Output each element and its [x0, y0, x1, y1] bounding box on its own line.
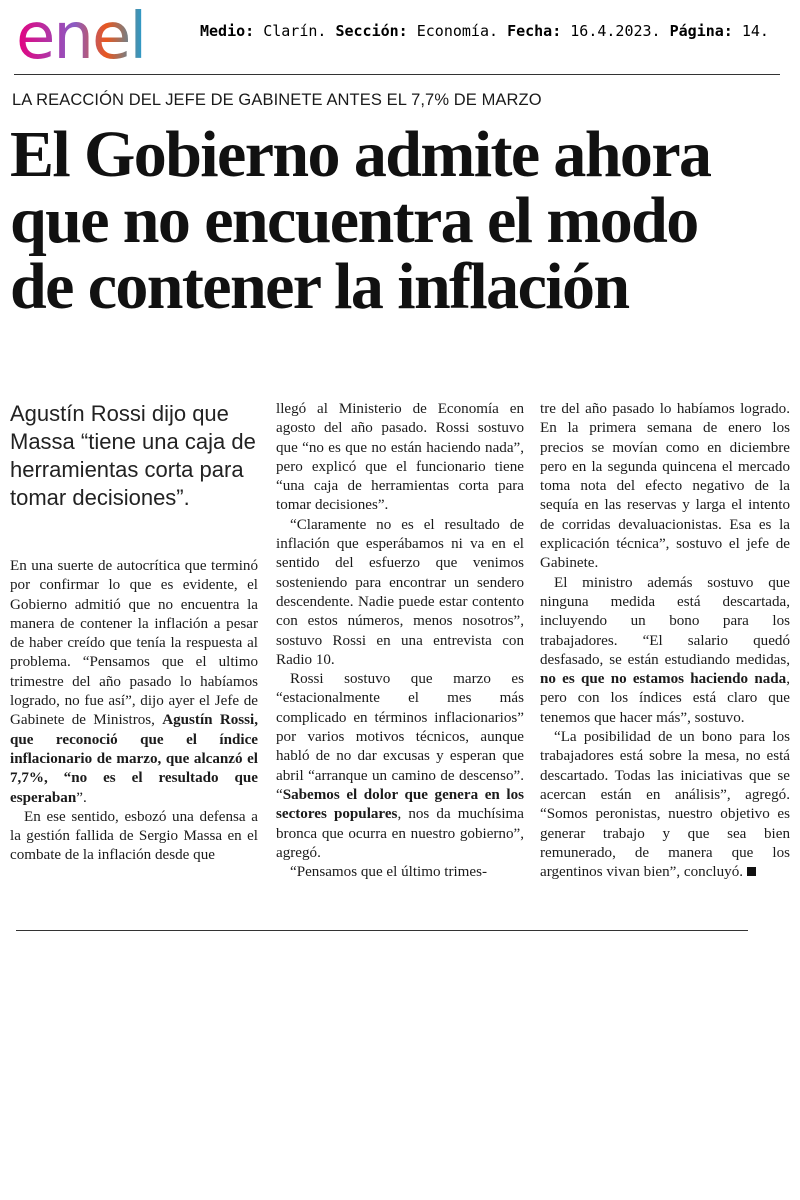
deck: Agustín Rossi dijo que Massa “tiene una caja de herramientas corta para tomar decisiones”.	[10, 401, 256, 510]
seccion-label: Sección:	[335, 22, 408, 40]
text-run: “La posibilidad de un bono para los trabajadores está sobre la mesa, no está descartado. Todas las iniciativas que se acercan están en análisis”, agregó. “Somos peronistas, nuestro objetivo es generar trabajo y que sea bien remunerado, de manera que los argentinos vivan bien”, concluyó.	[540, 729, 790, 881]
pagina-label: Página:	[669, 22, 733, 40]
headline	[10, 118, 790, 323]
fecha-value: 16.4.2023.	[570, 22, 661, 40]
medio-label: Medio:	[200, 22, 255, 40]
text-run: En una suerte de autocrítica que terminó por confirmar lo que es evidente, el Gobierno admitió que no encuentra la manera de contener la inflación a pesar de haber creído que tenía la respuesta al problema. “Pensamos que el ultimo trimestre del año pasado lo habíamos logrado, no fue así”, dijo ayer el Jefe de Gabinete de Ministros,	[10, 558, 258, 729]
text-run: El ministro además sostuvo que ninguna medida está descartada, incluyendo un bono para los trabajadores. “El salario quedó desfasado, se están estudiando medidas,	[540, 574, 790, 668]
end-of-article-mark	[747, 867, 756, 876]
source-meta	[200, 22, 769, 40]
headline-line-2: que no encuentra el modo	[10, 184, 698, 257]
paragraph: “Pensamos que el último trimes-	[290, 864, 488, 881]
bold-run: no es que no estamos haciendo nada	[540, 671, 787, 688]
paragraph	[540, 574, 790, 728]
bottom-divider	[16, 930, 748, 931]
paragraph: “Claramente no es el resultado de inflación que esperábamos ni va en el sentido del esfuerzo que venimos sosteniendo para encontrar un sendero descendente. Nadie puede estar contento con estos números, menos nosotros”, sostuvo Rossi en una entrevista con Radio 10.	[276, 516, 524, 668]
paragraph	[540, 728, 790, 882]
headline-line-1: El Gobierno admite ahora	[10, 118, 711, 191]
paragraph	[276, 670, 524, 863]
text-run: ”.	[76, 789, 87, 806]
enel-logo	[14, 4, 184, 68]
bold-run: Sabemos el dolor que genera en los sectores populares	[276, 786, 524, 823]
headline-line-3: de contener la inflación	[10, 250, 629, 323]
article-column-3	[540, 400, 790, 882]
text-run: Rossi sostuvo que marzo es “estacionalmente el mes más complicado en términos inflacionarios” por varios motivos técnicos, aunque habló de no dar excusas y esperan que abril “arranque un camino de descenso”. “	[276, 671, 524, 803]
pagina-value: 14.	[741, 22, 769, 40]
paragraph	[10, 557, 258, 808]
paragraph: tre del año pasado lo habíamos logrado. En la primera semana de enero los precios se movían como en diciembre pero en la segunda quincena el mercado toma nota del efecto negativo de la sequía en las reservas y larga el intento de corridas devaluacionistas. Esa es la explicación técnica”, sostuvo el jefe de Gabinete.	[540, 401, 790, 572]
text-run: , nos da muchísima bronca que ocurra en nuestro gobierno”, agregó.	[276, 806, 524, 861]
kicker: LA REACCIÓN DEL JEFE DE GABINETE ANTES EL 7,7% DE MARZO	[12, 91, 542, 109]
fecha-label: Fecha:	[507, 22, 562, 40]
text-run: , pero con los índices está claro que tenemos que hacer más”, sostuvo.	[540, 671, 790, 726]
seccion-value: Economía.	[416, 22, 499, 40]
paragraph: En ese sentido, esbozó una defensa a la gestión fallida de Sergio Massa en el combate de la inflación desde que	[10, 808, 258, 864]
article-column-1	[10, 400, 258, 866]
bold-run: Agustín Rossi, que reconoció que el índice inflacionario de marzo, que alcanzó el 7,7%, “no es el resultado que esperaban	[10, 712, 258, 806]
article-column-2	[276, 400, 524, 882]
enel-logo-text: enel	[16, 4, 146, 68]
paragraph: llegó al Ministerio de Economía en agosto del año pasado. Rossi sostuvo que “no es que no están haciendo nada”, pero explicó que el funcionario tiene “una caja de herramientas corta para tomar decisiones”.	[276, 401, 524, 514]
medio-value: Clarín.	[263, 22, 327, 40]
top-divider	[14, 74, 780, 75]
